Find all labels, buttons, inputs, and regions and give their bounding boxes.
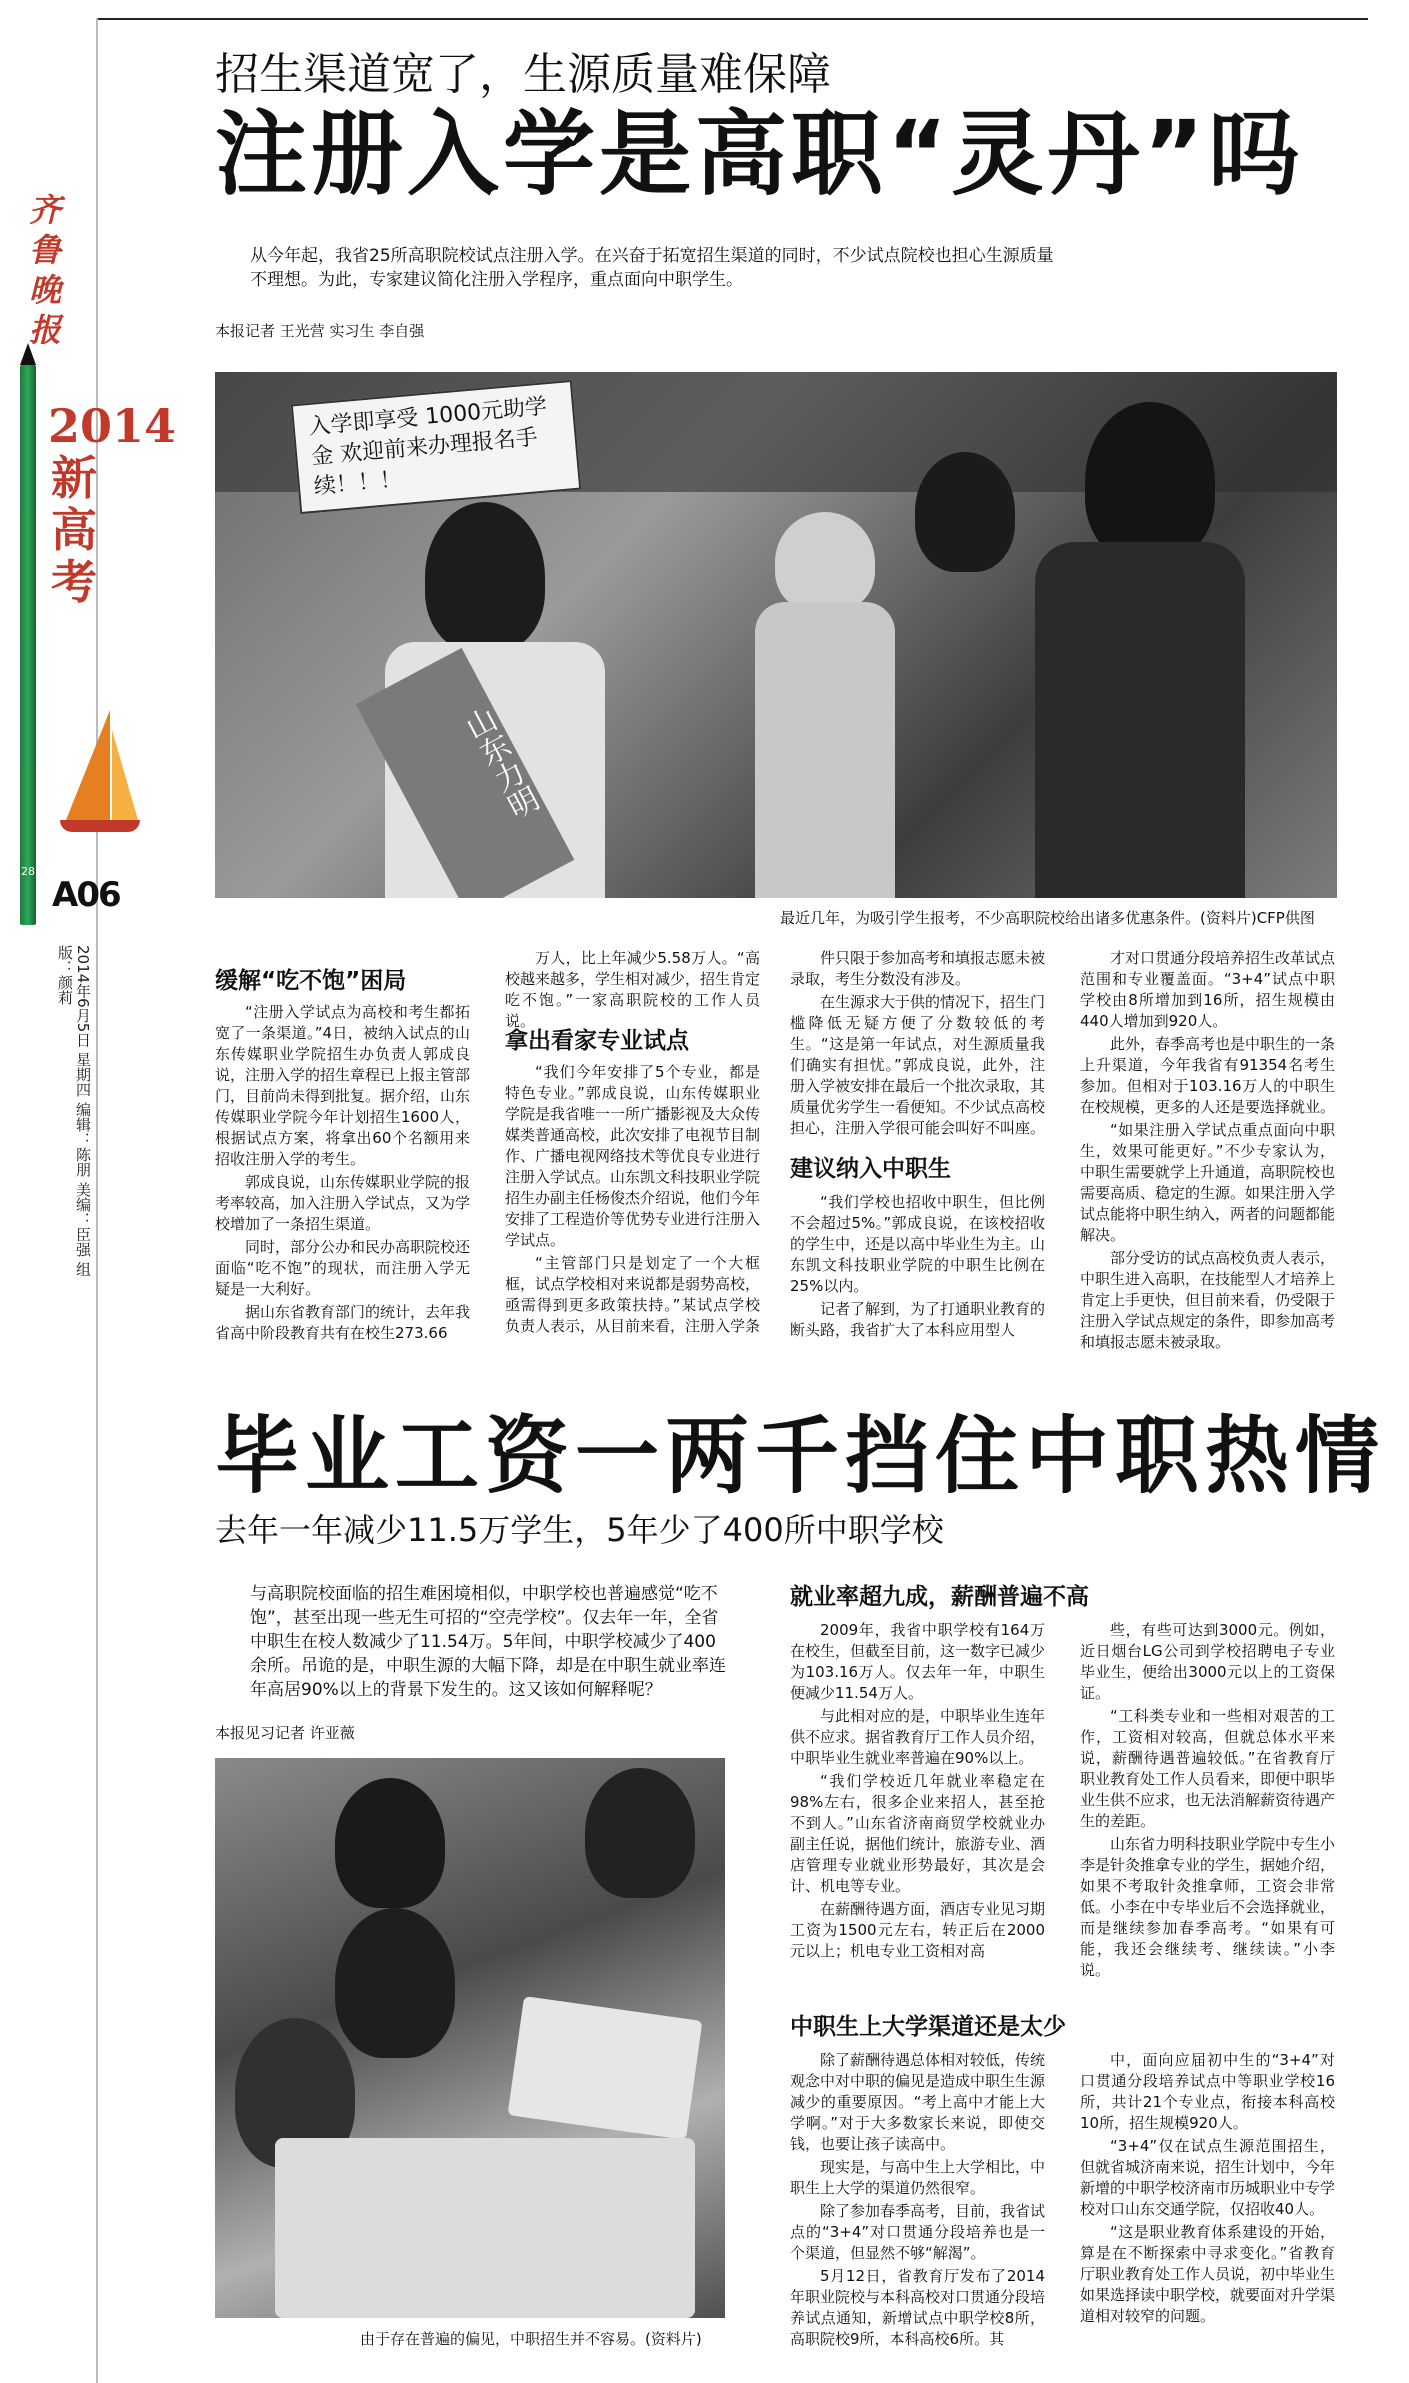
story1-col1-subhead: 缓解“吃不饱”困局: [215, 968, 407, 994]
story1-photo-caption: 最近几年，为吸引学生报考，不少高职院校给出诸多优惠条件。(资料片)CFP供图: [780, 909, 1315, 927]
column-tag: 2014新高考: [48, 399, 177, 609]
story1-headline: 注册入学是高职“灵丹”吗: [215, 101, 1304, 208]
story2-lead: 与高职院校面临的招生难困境相似，中职学校也普遍感觉“吃不饱”，甚至出现一些无生可招的“空壳学校”。仅去年一年，全省中职生在校人数减少了11.54万。5年间，中职学校减少了400余所。吊诡的是，中职生源的大幅下降，却是在中职生就业率连年高居90%以上的背景下发生的。这又该如何解释呢？: [250, 1584, 726, 1700]
paragraph: “我们学校近几年就业率稳定在98%左右，很多企业来招人，甚至抢不到人。”山东省济南商贸学校就业办副主任说，据他们统计，旅游专业、酒店管理专业就业形势最好，其次是会计、机电等专业。: [790, 1772, 1046, 1895]
pencil-number: 28: [21, 865, 35, 878]
paragraph: 同时，部分公办和民办高职院校还面临“吃不饱”的现状，而注册入学无疑是一大利好。: [215, 1238, 471, 1298]
story1-col2-subhead: 拿出看家专业试点: [505, 1028, 689, 1054]
photo-table: [275, 2138, 695, 2318]
photo-sign: 入学即享受 1000元助学金 欢迎前来办理报名手续！！！: [291, 380, 582, 514]
photo-person-head: [335, 1908, 455, 2058]
story2-byline: 本报见习记者 许亚薇: [215, 1724, 355, 1742]
photo-person-head: [915, 452, 1015, 572]
story1-kicker: 招生渠道宽了，生源质量难保障: [215, 49, 831, 100]
sailboat-icon: [66, 710, 110, 820]
story1-col3-subhead: 建议纳入中职生: [790, 1156, 951, 1182]
photo-person-head: [775, 512, 875, 612]
paragraph: 此外，春季高考也是中职生的一条上升渠道，今年我省有91354名考生参加。但相对于103.16万人的中职生在校规模，更多的人还是要选择就业。: [1080, 1035, 1336, 1116]
paragraph: “主管部门只是划定了一个大框框，试点学校相对来说都是弱势高校，亟需得到更多政策扶持。”某试点学校负责人表示，从目前来看，注册入学条: [505, 1254, 761, 1335]
story1-column-4: [1080, 948, 1335, 1355]
photo-paper: [508, 1996, 703, 2140]
photo-person-body: [755, 602, 895, 898]
paragraph: “注册入学试点为高校和考生都拓宽了一条渠道。”4日，被纳入试点的山东传媒职业学院招生办负责人郭成良说，注册入学的招生章程已上报主管部门，目前尚未得到批复。据介绍，山东传媒职业学院今年计划招生1600人，根据试点方案，将拿出60个名额用来招收注册入学的考生。: [215, 1003, 471, 1168]
paragraph: 部分受访的试点高校负责人表示，中职生进入高职，在技能型人才培养上肯定上手更快，但目前来看，仍受限于注册入学试点规定的条件，即参加高考和填报志愿未被录取。: [1080, 1249, 1336, 1351]
paragraph: 在薪酬待遇方面，酒店专业见习期工资为1500元左右，转正后在2000元以上；机电专业工资相对高: [790, 1900, 1046, 1960]
story1-byline: 本报记者 王光营 实习生 李自强: [215, 322, 425, 340]
paragraph: 万人，比上年减少5.58万人。“高校越来越多，学生相对减少，招生肯定吃不饱。”一家高职院校的工作人员说。: [505, 949, 761, 1030]
paragraph: 山东省力明科技职业学院中专生小李是针灸推拿专业的学生，据她介绍，如果不考取针灸推拿师，工资会非常低。小李在中专毕业后不会选择就业，而是继续参加春季高考。“如果有可能，我还会继续考、继续读。”小李说。: [1080, 1835, 1336, 1979]
story1-photo: [215, 372, 1337, 898]
story2-column-b2: [1080, 2050, 1335, 2329]
story1-column-1: [215, 1002, 470, 1346]
photo-person-body: [1035, 542, 1245, 898]
paragraph: 件只限于参加高考和填报志愿未被录取，考生分数没有涉及。: [790, 949, 1046, 988]
paragraph: 除了参加春季高考，目前，我省试点的“3+4”对口贯通分段培养也是一个渠道，但显然不够“解渴”。: [790, 2202, 1046, 2262]
story1-column-3: [790, 948, 1045, 1141]
page-number: A06: [52, 875, 120, 915]
page-credits: 2014年6月5日 星期四 编辑：陈朋 美编：臣强 组版：颜莉: [56, 945, 92, 1277]
paragraph: “这是职业教育体系建设的开始，算是在不断探索中寻求变化。”省教育厅职业教育处工作人员说，初中毕业生如果选择读中职学校，就要面对升学渠道相对较窄的问题。: [1080, 2223, 1336, 2325]
pencil-tip-icon: [20, 343, 36, 365]
photo-person-head: [425, 502, 545, 652]
story2-subtitle: 去年一年减少11.5万学生，5年少了400所中职学校: [215, 1511, 944, 1549]
sail-icon: [112, 730, 138, 820]
boat-hull-icon: [60, 820, 140, 832]
story2-column-a1: [790, 1620, 1045, 1964]
paragraph: 郭成良说，山东传媒职业学院的报考率较高，加入注册入学试点，又为学校增加了一条招生渠道。: [215, 1173, 471, 1233]
story1-column-2b: [505, 1062, 760, 1339]
paragraph: 除了薪酬待遇总体相对较低，传统观念中对中职的偏见是造成中职生生源减少的重要原因。“考上高中才能上大学啊。”对于大多数家长来说，即使交钱，也要让孩子读高中。: [790, 2051, 1046, 2153]
story2-column-b1: [790, 2050, 1045, 2352]
paragraph: 中，面向应届初中生的“3+4”对口贯通分段培养试点中等职业学校16所，共计21个专业点，衔接本科高校10所，招生规模920人。: [1080, 2051, 1335, 2132]
photo-person-head: [585, 1768, 695, 1898]
paragraph: “3+4”仅在试点生源范围招生，但就省城济南来说，招生计划中，今年新增的中职学校济南市历城职业中专学校对口山东交通学院，仅招收40人。: [1080, 2137, 1336, 2218]
paragraph: 与此相对应的是，中职毕业生连年供不应求。据省教育厅工作人员介绍，中职毕业生就业率普遍在90%以上。: [790, 1707, 1046, 1767]
story1-column-3b: [790, 1192, 1045, 1343]
paper-name-logo: 齐鲁晚报: [28, 191, 61, 349]
paragraph: 在生源求大于供的情况下，招生门槛降低无疑方便了分数较低的考生。“这是第一年试点，对生源质量我们确实有担忧。”郭成良说，此外，注册入学被安排在最后一个批次录取，其质量优劣学生一看便知。不少试点高校担心，注册入学很可能会叫好不叫座。: [790, 993, 1046, 1137]
photo-person-head: [335, 1778, 445, 1908]
paragraph: “如果注册入学试点重点面向中职生，效果可能更好。”不少专家认为，中职生需要就学上升通道，高职院校也需要高质、稳定的生源。如果注册入学试点能将中职生纳入，两者的问题都能解决。: [1080, 1121, 1336, 1244]
story2-photo: [215, 1758, 725, 2318]
paragraph: 才对口贯通分段培养招生改革试点范围和专业覆盖面。“3+4”试点中职学校由8所增加到16所，招生规模由440人增加到920人。: [1080, 949, 1336, 1030]
paragraph: “我们学校也招收中职生，但比例不会超过5%。”郭成良说，在该校招收的学生中，还是以高中毕业生为主。山东凯文科技职业学院的中职生比例在25%以内。: [790, 1193, 1046, 1295]
paragraph: “工科类专业和一些相对艰苦的工作，工资相对较高，但就总体水平来说，薪酬待遇普遍较低。”在省教育厅职业教育处工作人员看来，即便中职毕业生供不应求，也无法消解薪资待遇产生的差距。: [1080, 1707, 1336, 1830]
story2-column-a2: [1080, 1620, 1335, 1983]
photo-person-head: [1085, 402, 1215, 562]
paragraph: 些，有些可达到3000元。例如，近日烟台LG公司到学校招聘电子专业毕业生，便给出3000元以上的工资保证。: [1080, 1621, 1335, 1702]
paragraph: 现实是，与高中生上大学相比，中职生上大学的渠道仍然很窄。: [790, 2158, 1046, 2197]
story2-subhead-a: 就业率超九成，薪酬普遍不高: [790, 1584, 1089, 1610]
story2-subhead-b: 中职生上大学渠道还是太少: [790, 2014, 1066, 2040]
paragraph: 2009年，我省中职学校有164万在校生，但截至目前，这一数字已减少为103.16万人。仅去年一年，中职生便减少11.54万人。: [790, 1621, 1046, 1702]
story2-photo-caption: 由于存在普遍的偏见，中职招生并不容易。(资料片): [360, 2330, 702, 2348]
story1-lead: 从今年起，我省25所高职院校试点注册入学。在兴奋于拓宽招生渠道的同时，不少试点院校也担心生源质量不理想。为此，专家建议简化注册入学程序，重点面向中职学生。: [250, 246, 1054, 290]
photo-sash: 山东力明: [356, 648, 575, 898]
story2-headline: 毕业工资一两千挡住中职热情: [215, 1407, 1386, 1505]
paragraph: 据山东省教育部门的统计，去年我省高中阶段教育共有在校生273.66: [215, 1303, 471, 1342]
margin-rule: [96, 18, 98, 2383]
pencil-icon: [20, 365, 36, 925]
paragraph: 5月12日，省教育厅发布了2014年职业院校与本科高校对口贯通分段培养试点通知，新增试点中职学校8所，高职院校9所，本科高校6所。其: [790, 2267, 1046, 2348]
top-rule: [96, 18, 1368, 20]
paragraph: “我们今年安排了5个专业，都是特色专业。”郭成良说，山东传媒职业学院是我省唯一一所广播影视及大众传媒类普通高校，此次安排了电视节目制作、广播电视网络技术等优良专业进行注册入学试点。山东凯文科技职业学院招生办副主任杨俊杰介绍说，他们今年安排了工程造价等优势专业进行注册入学试点。: [505, 1063, 761, 1249]
paragraph: 记者了解到，为了打通职业教育的断头路，我省扩大了本科应用型人: [790, 1300, 1046, 1339]
